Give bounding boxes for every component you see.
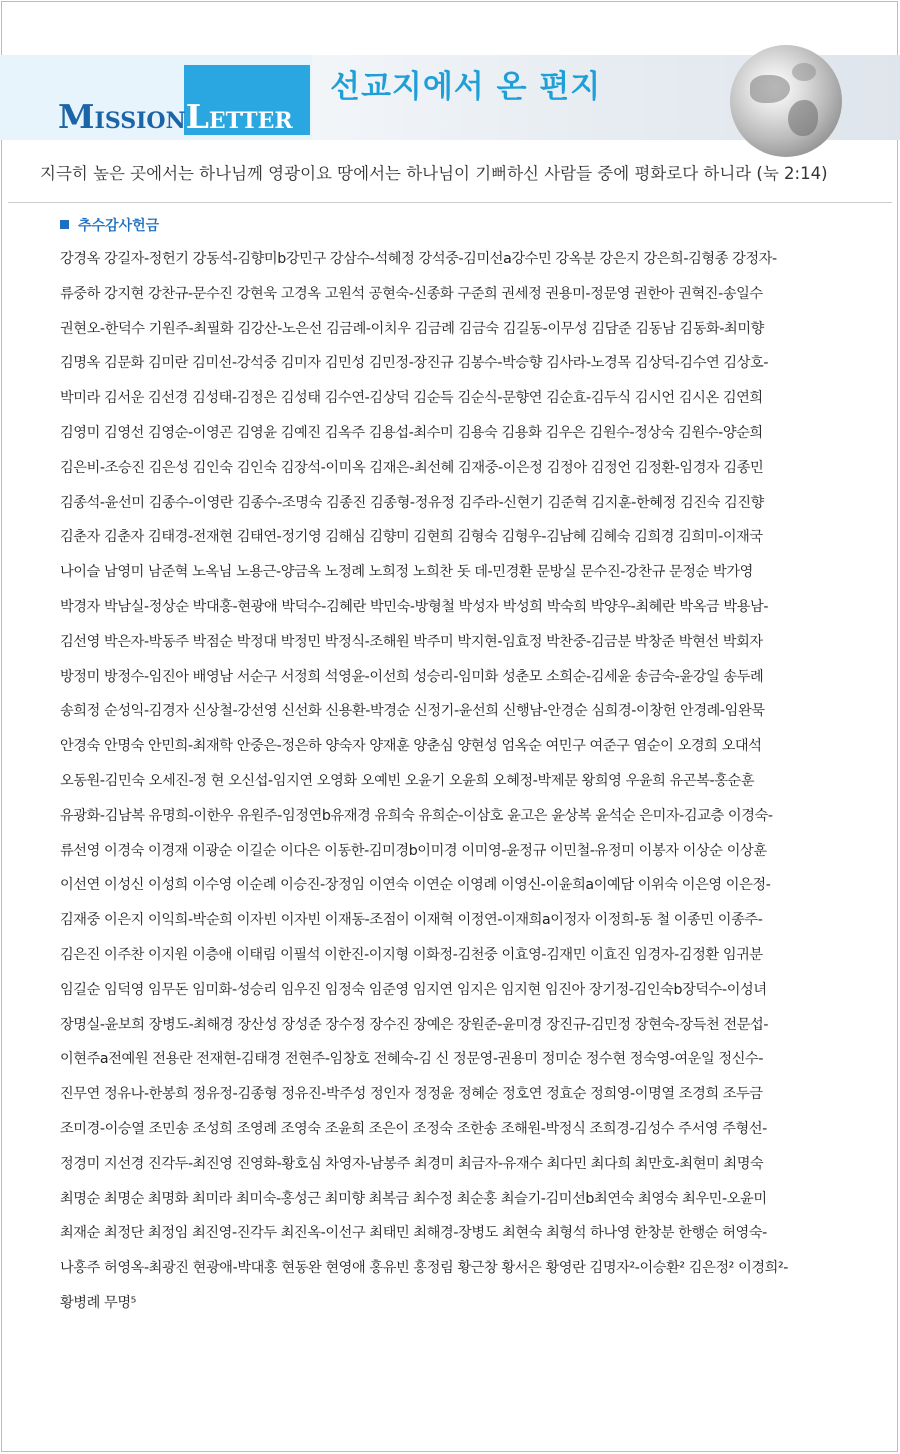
- name-line: 유광화-김남복 유명희-이한우 유원주-임정연b유재경 유희숙 유희순-이삼호 윤고은 윤상복 윤석순 은미자-김교층 이경숙-: [60, 807, 773, 824]
- name-line: 임길순 임덕영 임무돈 임미화-성승리 임우진 임정숙 임준영 임지연 임지은 임지현 임진아 장기정-김인숙b장덕수-이성녀: [60, 981, 767, 998]
- donor-name-list: [60, 242, 850, 1321]
- logo-m: M: [58, 97, 95, 136]
- name-line: 김춘자 김춘자 김태경-전재현 김태연-정기영 김해심 김향미 김현희 김형숙 김형우-김남혜 김혜숙 김희경 김희미-이재국: [60, 529, 763, 546]
- name-line: 조미경-이승열 조민송 조성희 조영례 조영숙 조윤희 조은이 조정숙 조한송 조해원-박정식 조희경-김성수 주서영 주형선-: [60, 1120, 767, 1137]
- name-line: 김은진 이주찬 이지원 이층애 이태림 이필석 이한진-이지형 이화정-김천중 이효영-김재민 이효진 임경자-김정환 임귀분: [60, 946, 763, 963]
- logo-etter: ETTER: [208, 108, 293, 134]
- page-title: 선교지에서 온 편지: [330, 69, 602, 105]
- name-line: 장명실-윤보희 장병도-최해경 장산성 장성준 장수정 장수진 장예은 장원준-윤미경 장진규-김민정 장현숙-장득천 전문섭-: [60, 1016, 769, 1033]
- logo-l: L: [185, 97, 209, 136]
- square-bullet-icon: [60, 220, 69, 229]
- name-line: 안경숙 안명숙 안민희-최재학 안중은-정은하 양숙자 양재훈 양춘심 양현성 엄옥순 여민구 여준구 염순이 오경희 오대석: [60, 738, 762, 755]
- bible-verse: 지극히 높은 곳에서는 하나님께 영광이요 땅에서는 하나님이 기뻐하신 사람들 중에 평화로다 하니라 (눅 2:14): [40, 164, 828, 183]
- globe-icon: [730, 45, 842, 157]
- name-line: 정경미 지선경 진각두-최진영 진영화-황호심 차영자-남봉주 최경미 최금자-유재수 최다민 최다희 최만호-최현미 최명숙: [60, 1155, 764, 1172]
- name-line: 송희정 순성익-김경자 신상철-강선영 신선화 신용환-박경순 신정기-윤선희 신행남-안경순 심희경-이창헌 안경례-임완묵: [60, 703, 765, 720]
- name-line: 권현오-한덕수 기원주-최필화 김강산-노은선 김금례-이치우 김금례 김금숙 김길동-이무성 김담준 김동남 김동화-최미향: [60, 320, 764, 337]
- name-line: 나이슬 남영미 남준혁 노옥님 노용근-양금옥 노정례 노희정 노희찬 돗 데-민경환 문방실 문수진-강찬규 문정순 박가영: [60, 564, 753, 581]
- name-line: 오동원-김민숙 오세진-정 현 오신섭-임지연 오영화 오예빈 오윤기 오윤희 오혜정-박제문 왕희영 우윤희 유곤복-홍순훈: [60, 772, 755, 789]
- name-line: 김선영 박은자-박동주 박점순 박정대 박정민 박정식-조해원 박주미 박지현-임효정 박찬중-김금분 박창준 박현선 박회자: [60, 633, 763, 650]
- name-line: 진무연 정유나-한봉희 정유정-김종형 정유진-박주성 정인자 정정윤 정혜순 정호연 정효순 정희영-이명열 조경희 조두금: [60, 1086, 763, 1103]
- header-banner: [0, 55, 900, 140]
- mission-letter-logo: [58, 97, 293, 136]
- name-line: 김영미 김영선 김영순-이영곤 김영윤 김예진 김옥주 김용섭-최수미 김용숙 김용화 김우은 김원수-정상숙 김원수-양순희: [60, 424, 763, 441]
- name-line: 나홍주 허영옥-최광진 현광애-박대홍 현동완 현영애 홍유빈 홍정림 황근창 황서은 황영란 김명자²-이승환² 김은정² 이경희²-: [60, 1260, 788, 1277]
- name-line: 방정미 방정수-임진아 배영남 서순구 서정희 석영윤-이선희 성승리-임미화 성춘모 소희순-김세윤 송금숙-윤강일 송두례: [60, 668, 764, 685]
- name-line: 류선영 이경숙 이경재 이광순 이길순 이다은 이동한-김미경b이미경 이미영-윤정규 이민철-유정미 이봉자 이상순 이상훈: [60, 842, 767, 859]
- name-line: 강경옥 강길자-정헌기 강동석-김향미b강민구 강삼수-석혜정 강석중-김미선a강수민 강옥분 강은지 강은희-김형종 강정자-: [60, 251, 777, 267]
- name-line: 김종석-윤선미 김종수-이영란 김종수-조명숙 김종진 김종형-정유정 김주라-신현기 김준혁 김지훈-한혜정 김진숙 김진향: [60, 494, 764, 511]
- section-title: 추수감사헌금: [78, 218, 160, 234]
- name-line: 류중하 강지현 강찬규-문수진 강현욱 고경옥 고원석 공현숙-신종화 구준희 권세정 권용미-정문영 권한아 권혁진-송일수: [60, 285, 763, 302]
- divider: [8, 202, 892, 203]
- name-line: 김재중 이은지 이익희-박순희 이자빈 이자빈 이재동-조점이 이재혁 이정연-이재희a이정자 이정희-동 철 이종민 이종주-: [60, 912, 763, 929]
- name-line: 김은비-조승진 김은성 김인숙 김인숙 김장석-이미옥 김재은-최선혜 김재중-이은정 김정아 김정언 김정환-임경자 김종민: [60, 459, 764, 476]
- logo-ission: ISSION: [94, 108, 186, 134]
- name-line: 최재순 최정단 최정임 최진영-진각두 최진옥-이선구 최태민 최해경-장병도 최현숙 최형석 하나영 한창분 한행순 허영숙-: [60, 1225, 767, 1242]
- name-line: 이선연 이성신 이성희 이수영 이순례 이승진-장정임 이연숙 이연순 이영례 이영신-이윤희a이예담 이위숙 이은영 이은정-: [60, 877, 771, 894]
- name-line: 최명순 최명순 최명화 최미라 최미숙-홍성근 최미향 최복금 최수정 최순홍 최슬기-김미선b최연숙 최영숙 최우민-오윤미: [60, 1190, 767, 1207]
- name-line: 김명옥 김문화 김미란 김미선-강석중 김미자 김민성 김민정-장진규 김봉수-박승향 김사라-노경목 김상덕-김수연 김상호-: [60, 355, 769, 372]
- name-line: 이현주a전예원 전용란 전재현-김태경 전현주-임창호 전혜숙-김 신 정문영-권용미 정미순 정수현 정숙영-여운일 정신수-: [60, 1051, 764, 1068]
- name-line: 박미라 김서운 김선경 김성태-김정은 김성태 김수연-김상덕 김순득 김순식-문향연 김순효-김두식 김시언 김시온 김연희: [60, 390, 763, 407]
- name-line: 박경자 박남실-정상순 박대홍-현광애 박덕수-김혜란 박민숙-방형철 박성자 박성희 박숙희 박양우-최혜란 박옥금 박용남-: [60, 598, 769, 615]
- name-line: 황병례 무명⁵: [60, 1294, 136, 1311]
- section-heading: [60, 215, 159, 235]
